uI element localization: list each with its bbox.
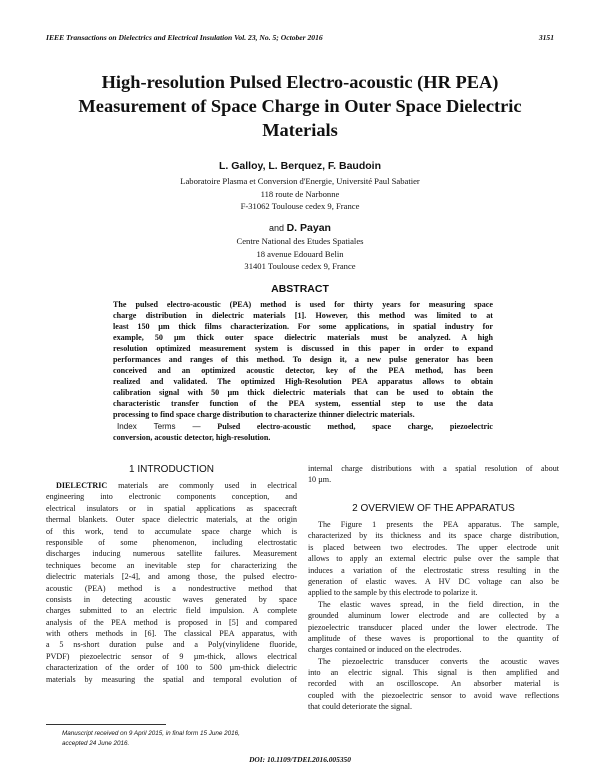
- body-line: internal charge distributions with a spatial resolution of about: [308, 464, 559, 473]
- body-line: responsible of some phenomenon, including electrostatic: [46, 537, 297, 547]
- abstract-line: performances and ranges of this method. To design it, a new pulse generator has been: [113, 355, 493, 365]
- body-line: electrical insulators or in spatial applications as spacecraft: [46, 503, 297, 513]
- body-line: coupled with the piezoelectric sensor to avoid wave reflections: [308, 690, 559, 700]
- body-line: consists in detecting acoustic waves generated by space: [46, 594, 297, 604]
- body-line: piezoelectric transducer placed under the lower electrode. The: [308, 622, 559, 632]
- body-line: amplitude of these waves is proportional to the quantity of: [308, 633, 559, 643]
- abstract-line: least 150 µm thick films characterization. For some applications, in spatial industry for: [113, 322, 493, 332]
- body-line: discharges inducing numerous satellite failures. Measurement: [46, 549, 297, 559]
- abstract-line: charge distribution in dielectric materials [1]. However, this method was limited to at: [113, 311, 493, 321]
- body-line: induces a variation of the electrostatic stress resulting in the: [308, 565, 559, 575]
- section-heading: 2 OVERVIEW OF THE APPARATUS: [352, 503, 515, 514]
- body-line: applied to the sample by this electrode to polarize it.: [308, 588, 478, 598]
- second-author: D. Payan: [286, 222, 331, 234]
- body-line: acoustic (PEA) method is a nondestructive method that: [46, 583, 297, 593]
- title-line: Measurement of Space Charge in Outer Space Dielectric: [78, 96, 522, 116]
- footnote-rule: [46, 724, 166, 725]
- affiliation-line: 18 avenue Edouard Belin: [256, 248, 344, 259]
- right-column: [308, 502, 559, 713]
- affiliation-2: [0, 235, 600, 273]
- body-line: is placed between two electrodes. The upper electrode unit: [308, 542, 559, 552]
- abstract-heading: ABSTRACT: [271, 283, 329, 295]
- body-line: charges submitted to an electric field impulsion. A complete: [46, 606, 297, 616]
- footnote-line: accepted 24 June 2016.: [62, 739, 130, 747]
- body-line: The piezoelectric transducer converts the acoustic waves: [318, 656, 559, 666]
- body-line: charges contained or induced on the electrodes.: [308, 645, 462, 655]
- abstract-line: conceived and an optimized acoustic detector, key of the PEA method, has been: [113, 366, 493, 376]
- index-terms-text: Pulsed electro-acoustic method, space charge, piezoelectric: [200, 421, 493, 431]
- abstract-line: realized and validated. The optimized High-Resolution PEA apparatus allows to obtain: [113, 377, 493, 387]
- body-line: The Figure 1 presents the PEA apparatus. The sample,: [318, 520, 559, 529]
- affiliation-line: Laboratoire Plasma et Conversion d'Energie, Université Paul Sabatier: [180, 176, 420, 186]
- index-terms-label: Index Terms —: [117, 421, 201, 431]
- title-line: High-resolution Pulsed Electro-acoustic (HR PEA): [101, 72, 499, 92]
- and-word: and: [269, 223, 285, 233]
- abstract-line: calibration signal with 50 µm thick dielectric materials that can be used to obtain the: [113, 388, 493, 398]
- body-line: 10 µm.: [308, 475, 332, 485]
- body-line: a 5 ns-short duration pulse and a Poly(vinylidene fluoride,: [46, 640, 297, 650]
- abstract-line: characteristic transfer function of the PEA system, essential step to use the data: [113, 399, 493, 409]
- body-line: grounded aluminum lower electrode and are collected by a: [308, 611, 559, 621]
- affiliation-line: 118 route de Narbonne: [260, 188, 340, 199]
- page-number: 3151: [538, 33, 554, 42]
- lead-word: DIELECTRIC: [56, 481, 108, 490]
- abstract-line: The pulsed electro-acoustic (PEA) method is used for thirty years for measuring space: [113, 300, 493, 309]
- body-line: characterized by its thickness and its space charge distribution,: [308, 531, 559, 541]
- intro-first-line: [46, 480, 297, 491]
- affiliation-1: [0, 175, 600, 213]
- body-line: dielectric materials [2-4], and among those, the pulsed electro-: [46, 572, 297, 582]
- intro-first-line-text: materials are commonly used in electrical: [107, 481, 297, 490]
- abstract: [113, 299, 493, 443]
- right-column-continuation: [308, 463, 559, 486]
- body-line: with others methods in [6]. The classical PEA apparatus, with: [46, 629, 297, 639]
- footnote-line: Manuscript received on 9 April 2015, in final form 15 June 2016,: [62, 730, 240, 737]
- body-line: generation of elastic waves. A HV DC voltage can also be: [308, 576, 559, 586]
- index-terms-line: conversion, acoustic detector, high-resolution.: [113, 432, 271, 442]
- body-line: into an electric signal. This signal is then amplified and: [308, 668, 559, 678]
- authors: L. Galloy, L. Berquez, F. Baudoin: [219, 160, 381, 172]
- doi: DOI: 10.1109/TDEI.2016.005350: [249, 755, 351, 764]
- body-line: that could deteriorate the signal.: [308, 702, 413, 712]
- title-line: Materials: [262, 120, 338, 140]
- affiliation-line: 31401 Toulouse cedex 9, France: [244, 261, 356, 272]
- index-terms: [113, 421, 493, 432]
- left-column: [46, 463, 297, 685]
- body-line: analysis of the PEA method is proposed in [5] and compared: [46, 617, 297, 627]
- body-line: engineering into electronic components conception, and: [46, 492, 297, 502]
- body-line: PVDF) piezoelectric sensor of 9 µm-thick, allows electrical: [46, 651, 297, 661]
- journal-info: IEEE Transactions on Dielectrics and Electrical Insulation Vol. 23, No. 5; October 2016: [46, 33, 323, 42]
- body-line: of this work, tend to accumulate space charge which is: [46, 526, 297, 536]
- affiliation-line: F-31062 Toulouse cedex 9, France: [240, 201, 360, 212]
- body-line: characterization of the order of 100 to 500 µm-thick dielectric: [46, 663, 297, 673]
- paper-title: [40, 70, 560, 142]
- abstract-line: example, 50 µm thick outer space dielectric materials must be analyzed. A high: [113, 333, 493, 343]
- section-heading: 1 INTRODUCTION: [129, 464, 214, 475]
- body-line: The elastic waves spread, in the field direction, in the: [318, 599, 559, 609]
- footnote: [62, 729, 292, 748]
- abstract-line: processing to find space charge distribution to characterize thinner dielectric materials.: [113, 410, 415, 420]
- affiliation-line: Centre National des Etudes Spatiales: [236, 236, 364, 246]
- abstract-line: resolution optimized measurement system is discussed in this paper in order to expand: [113, 344, 493, 354]
- body-line: techniques become an inevitable step for characterizing the: [46, 560, 297, 570]
- body-line: materials by measuring the spatial and temporal evolution of: [46, 674, 297, 684]
- body-line: allows to apply an external electric pulse over the sample that: [308, 554, 559, 564]
- body-line: thermal blankets. Outer space dielectric materials, at the origin: [46, 515, 297, 525]
- body-line: recorded with an oscilloscope. An absorber material is: [308, 679, 559, 689]
- second-author-line: [0, 222, 600, 234]
